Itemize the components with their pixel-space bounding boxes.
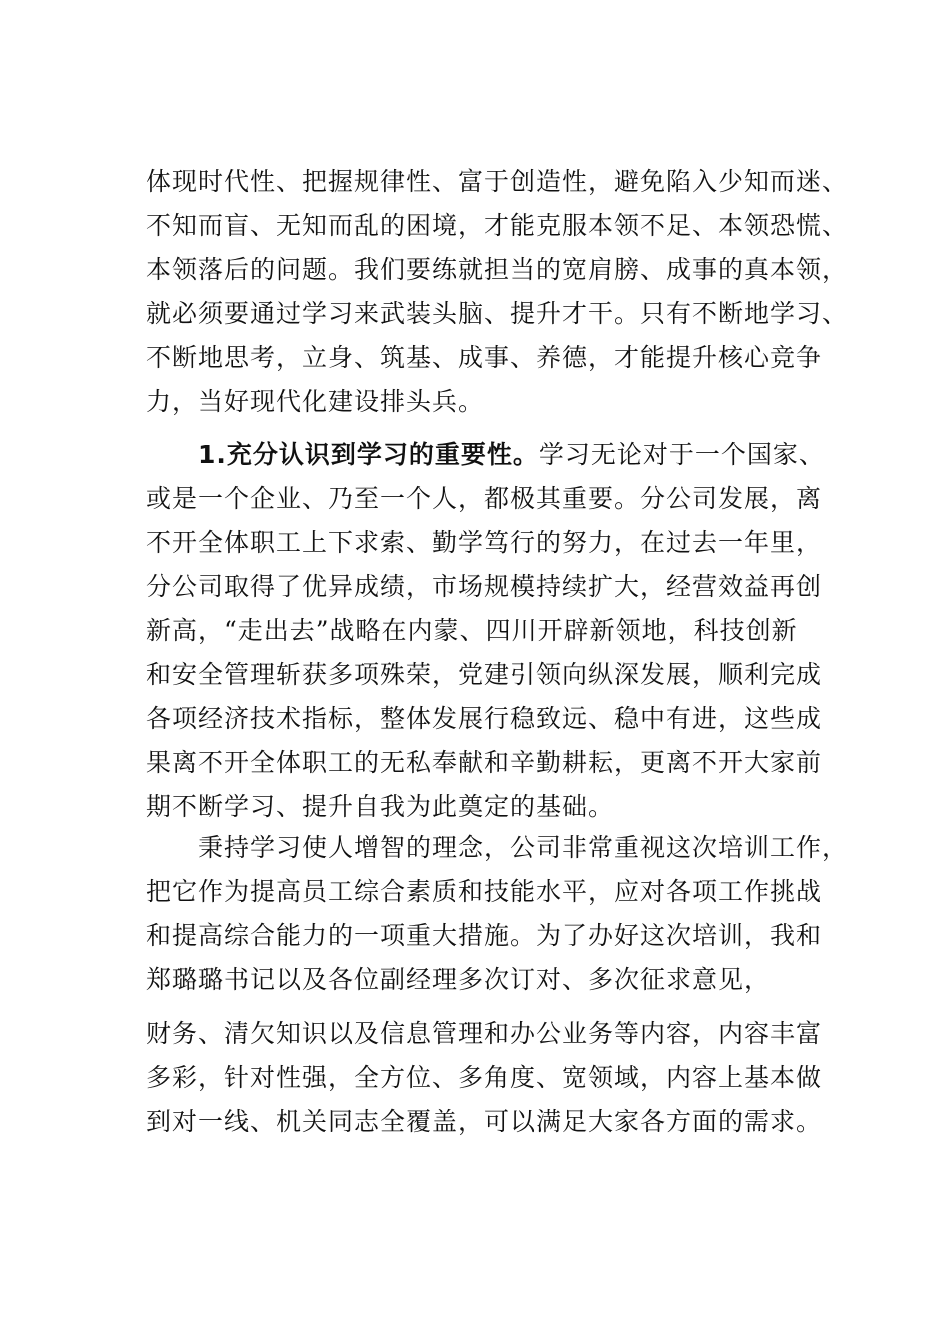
section-heading: 1.充分认识到学习的重要性。 — [198, 440, 539, 469]
text-line: 到对一线、机关同志全覆盖，可以满足大家各方面的需求。 — [146, 1107, 823, 1136]
paragraph-4 — [146, 1012, 826, 1144]
paragraph-3 — [146, 826, 849, 1002]
text-line: 秉持学习使人增智的理念，公司非常重视这次培训工作， — [198, 833, 849, 862]
paragraph-1 — [146, 160, 849, 424]
text-line: 体现时代性、把握规律性、富于创造性，避免陷入少知而迷、 — [146, 167, 849, 196]
text-line: 分公司取得了优异成绩，市场规模持续扩大，经营效益再创 — [146, 572, 823, 601]
text-line: 不开全体职工上下求索、勤学笃行的努力，在过去一年里， — [146, 528, 823, 557]
text-line: 期不断学习、提升自我为此奠定的基础。 — [146, 792, 615, 821]
text-line-first — [146, 433, 826, 477]
text-line: 郑璐璐书记以及各位副经理多次订对、多次征求意见， — [146, 965, 771, 994]
text-line: 力，当好现代化建设排头兵。 — [146, 387, 485, 416]
text-line: 和提高综合能力的一项重大措施。为了办好这次培训，我和 — [146, 921, 823, 950]
heading-continuation: 学习无论对于一个国家、 — [538, 440, 825, 469]
text-line: 果离不开全体职工的无私奉献和辛勤耕耘，更离不开大家前 — [146, 748, 823, 777]
text-line: 财务、清欠知识以及信息管理和办公业务等内容，内容丰富 — [146, 1019, 823, 1048]
text-line: 把它作为提高员工综合素质和技能水平，应对各项工作挑战 — [146, 877, 823, 906]
text-line: 就必须要通过学习来武装头脑、提升才干。只有不断地学习、 — [146, 299, 849, 328]
text-line: 本领落后的问题。我们要练就担当的宽肩膀、成事的真本领， — [146, 255, 849, 284]
text-line: 各项经济技术指标，整体发展行稳致远、稳中有进，这些成 — [146, 704, 823, 733]
text-line: 多彩，针对性强，全方位、多角度、宽领域，内容上基本做 — [146, 1063, 823, 1092]
paragraph-2 — [146, 433, 826, 829]
text-line: 不知而盲、无知而乱的困境，才能克服本领不足、本领恐慌、 — [146, 211, 849, 240]
text-line: 新高，“走出去”战略在内蒙、四川开辟新领地，科技创新 — [146, 616, 798, 645]
text-line: 或是一个企业、乃至一个人，都极其重要。分公司发展，离 — [146, 484, 823, 513]
text-line: 不断地思考，立身、筑基、成事、养德，才能提升核心竞争 — [146, 343, 823, 372]
text-line: 和安全管理斩获多项殊荣，党建引领向纵深发展，顺利完成 — [146, 660, 823, 689]
